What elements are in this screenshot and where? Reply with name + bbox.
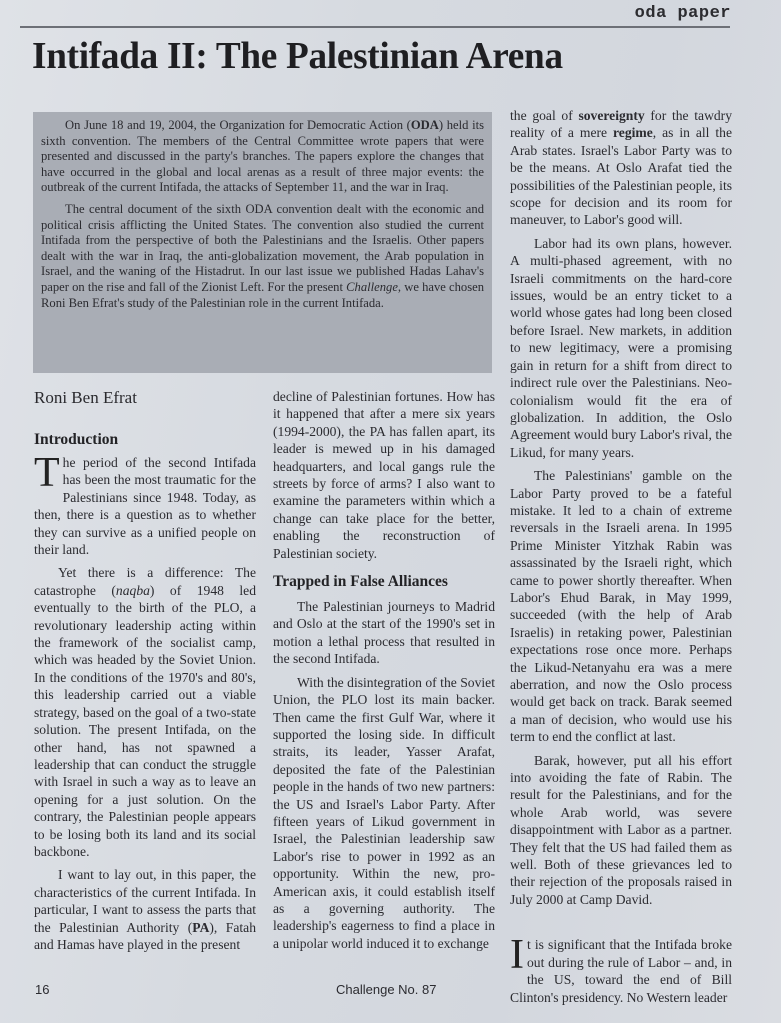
body-paragraph — [34, 450, 256, 558]
body-text: , as in all the Arab states. Israel's Labor Party was to be the means. At Oslo Arafat tied the possibilities of the Palestinian people, its scope for decision and its room for maneuver, to Labor's good will. — [510, 125, 733, 228]
intro-paragraph — [41, 202, 484, 311]
body-text: t is significant that the Intifada broke out during the rule of Labor – and, in the US, toward the end of Bill Clinton's presidency. No Western leader — [510, 937, 732, 1005]
body-paragraph — [34, 866, 256, 953]
body-text: ) of 1948 led eventually to the birth of the PLO, a revolutionary leadership acting within the framework of the socialist camp, which was headed by the Soviet Union. In the conditions of the 1970's and 80's, this leadership carried out a viable strategy, based on the goal of a two-state solution. The present Intifada, on the other hand, has not spawned a leadership that can conduct the struggle with Israel in such a way as to leave an opening for a just solution. On the contrary, the Palestinian people appears to be losing both its land and its social backbone. — [34, 582, 257, 859]
body-paragraph: The Palestinians' gamble on the Labor Party proved to be a fateful mistake. It led to a chain of extreme reversals in the Israeli arena. In 1995 Prime Minister Yitzhak Rabin was assassinated by the Israeli right, which came to power shortly thereafter. When Labor's Ehud Barak, in May 1999, succeeded (with the help of Arab Israelis) in retaking power, Palestinian expectations rose once more. Perhaps the Likud-Netanyahu era was a mere aberration, and now the Oslo process would get back on track. Barak seemed a man of decision, who would use his term to end the conflict at last. — [510, 468, 732, 745]
section-break — [510, 914, 732, 936]
author-byline: Roni Ben Efrat — [34, 388, 137, 407]
section-label: oda paper — [634, 4, 731, 23]
bold-pa: PA — [192, 919, 210, 935]
column-3 — [510, 107, 732, 1012]
intro-text: ) held its sixth convention. The members of the Central Committee wrote papers that were presented and discussed in the party's branches. The papers explore the changes that have occurred in the global and local arenas as a result of three major events: the outbreak of the current Intifada, the attacks of September 11, and the war in Iraq. — [41, 118, 485, 195]
body-text: With the disintegration of the Soviet Union, the PLO lost its main backer. Then came the first Gulf War, where it supported the losing side. In difficult straits, its leader, Yasser Arafat, deposited the fate of the Palestinian people in the hands of two new partners: the US and Israel's Labor Party. After fifteen years of Likud government in Israel, the Palestinian leadership saw Labor's rise to power in 1992 as an opportunity. Within the new, pro-American axis, it could establish itself as a governing authority. The leadership's eagerness to find a place in a unipolar world induced it to exchange — [273, 674, 495, 951]
body-text: ), Fatah and Hamas have played in the present — [34, 919, 256, 952]
intro-italic-challenge: Challenge — [346, 279, 398, 294]
body-paragraph — [273, 388, 495, 562]
column-2 — [273, 388, 495, 958]
subhead-trapped: Trapped in False Alliances — [273, 573, 448, 591]
body-text: the goal of — [510, 108, 579, 123]
body-paragraph — [34, 564, 256, 860]
body-text: he period of the second Intifada has been the most traumatic for the Palestinians since 1948. Today, as then, there is a question as to whether they can survive as a unified people on their land. — [34, 455, 256, 558]
body-text: for the tawdry reality of a mere — [510, 108, 733, 141]
body-paragraph: The Palestinian journeys to Madrid and Oslo at the start of the 1990's set in motion a lethal process that resulted in the second Intifada. — [273, 599, 495, 667]
intro-text: On June 18 and 19, 2004, the Organization for Democratic Action ( — [65, 118, 411, 132]
bold-regime: regime — [613, 125, 653, 141]
body-paragraph — [273, 674, 495, 953]
issue-label: Challenge No. 87 — [336, 982, 437, 997]
article-title: Intifada II: The Palestinian Arena — [32, 35, 563, 77]
body-paragraph — [510, 932, 732, 1006]
body-paragraph — [510, 107, 732, 229]
body-text: decline of Palestinian fortunes. How has it happened that after a mere six years (1994-2000), the PA has fallen apart, its leader is mewed up in his damaged headquarters, and local gangs rule the streets by force of arms? I also want to examine the parameters within which a change can take place for the better, enabling the reconstruction of Palestinian society. — [273, 389, 495, 561]
bold-sovereignty: sovereignty — [578, 108, 645, 123]
page-number: 16 — [35, 982, 50, 997]
intro-paragraph — [41, 118, 484, 196]
drop-cap: I — [510, 932, 524, 979]
drop-cap: T — [34, 450, 60, 496]
subhead-introduction: Introduction — [34, 431, 119, 448]
intro-bold-oda: ODA — [410, 118, 439, 132]
intro-box — [33, 112, 492, 373]
intro-text: , we have chosen Roni Ben Efrat's study of the Palestinian role in the current Intifada. — [41, 279, 484, 310]
body-paragraph: Barak, however, put all his effort into avoiding the fate of Rabin. The result for the Palestinians, and for the whole Arab world, was severe disappointment with Labor as a partner. They felt that the US had failed them as well. Both of these grievances led to their rejection of the proposals raised in July 2000 at Camp David. — [510, 752, 732, 907]
body-text: I want to lay out, in this paper, the characteristics of the current Intifada. In particular, I want to assess the parts that the Palestinian Authority ( — [34, 867, 256, 935]
column-1 — [34, 388, 256, 959]
header-rule — [20, 26, 730, 28]
intro-text: The central document of the sixth ODA convention dealt with the economic and political crisis afflicting the United States. The convention also studied the current Intifada from the perspective of both the Palestinians and the Israelis. Other papers dealt with the war in Iraq, the anti-globalization movement, the Arab population in Israel, and the waning of the Histadrut. In our last issue we published Hadas Lahav's paper on the rise and fall of the Zionist Left. For the present — [41, 201, 484, 294]
body-text: Yet there is a difference: The catastrophe ( — [34, 565, 256, 598]
body-paragraph: Labor had its own plans, however. A multi-phased agreement, with no Israeli commitments on the hard-core issues, would be an entry ticket to a world whose gates had long been closed before Israel. New markets, in addition to new legitimacy, were a promising gain in return for a shift from direct to indirect rule over the Palestinians. Neo-colonialism would fit the era of globalization. In addition, the Oslo Agreement would bury Labor's rival, the Likud, for many years. — [510, 235, 732, 460]
italic-naqba: naqba — [115, 582, 150, 598]
